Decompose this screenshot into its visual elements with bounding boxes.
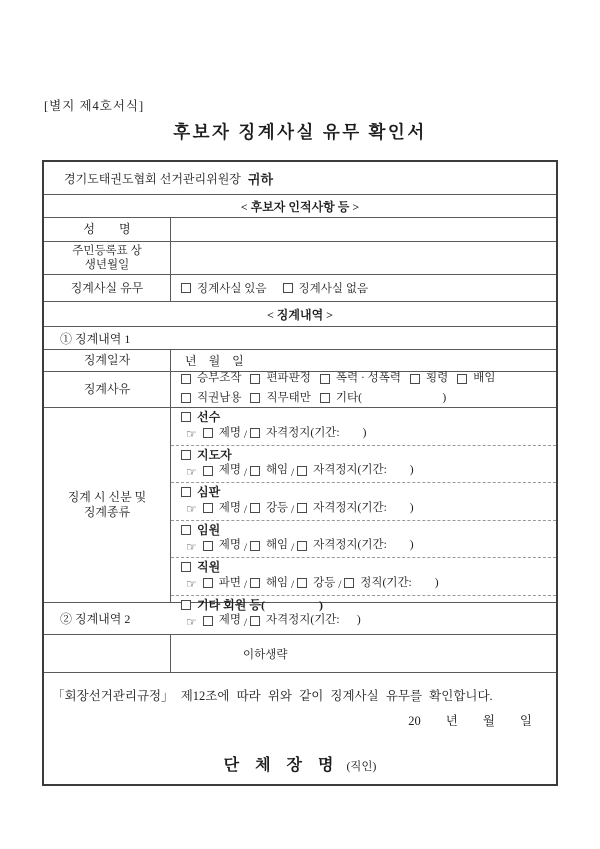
checkbox-option[interactable]: [203, 538, 241, 553]
personal-section-header: < 후보자 인적사항 등 >: [240, 199, 360, 214]
disciplinary-fact-checkboxes: [181, 280, 556, 296]
form-table: [42, 160, 558, 786]
checkbox-icon[interactable]: [203, 503, 213, 513]
birthdate-row: [44, 241, 556, 274]
disciplinary-fact-row: [44, 274, 556, 301]
checkbox-icon[interactable]: [250, 466, 260, 476]
checkbox-icon[interactable]: [181, 487, 191, 497]
birthdate-label-line1: 주민등록표 상: [72, 245, 142, 257]
checkbox-icon[interactable]: [297, 466, 307, 476]
checkbox-option[interactable]: [181, 560, 220, 575]
checkbox-label: 심판: [197, 485, 221, 499]
checkbox-option[interactable]: [203, 463, 241, 478]
option-separator: /: [240, 579, 250, 591]
option-separator: /: [288, 541, 298, 554]
checkbox-label: 파면: [218, 576, 241, 589]
omitted-row: [44, 634, 556, 672]
checkbox-icon[interactable]: [297, 503, 307, 513]
checkbox-icon[interactable]: [181, 374, 191, 384]
checkbox-icon[interactable]: [250, 393, 260, 403]
role-block-referee: [171, 482, 556, 520]
discipline-section-header-row: [44, 301, 556, 326]
confirmation-statement: 「회장선거관리규정」 제12조에 따라 위와 같이 징계사실 유무를 확인합니다.: [52, 689, 493, 703]
checkbox-label: 자격정지(기간: ): [313, 464, 414, 477]
discipline-section-header: < 징계내역 >: [266, 307, 334, 322]
checkbox-option[interactable]: [203, 576, 241, 591]
checkbox-label: 편파판정: [266, 372, 311, 384]
checkbox-option[interactable]: [320, 370, 401, 387]
checkbox-option[interactable]: [320, 390, 446, 407]
role-staff-options: [181, 576, 556, 593]
checkbox-label: 해임: [265, 539, 289, 552]
birthdate-label-line2: 생년월일: [84, 259, 130, 271]
checkbox-label: 직권남용: [197, 391, 242, 404]
recipient-cell: [44, 162, 556, 194]
option-separator: /: [335, 579, 345, 591]
option-separator: /: [288, 579, 298, 591]
discipline-status-label: [44, 408, 171, 602]
checkbox-option[interactable]: [203, 501, 241, 516]
checkbox-option[interactable]: [203, 426, 241, 441]
pointer-hand-icon: ☞: [186, 577, 197, 591]
omitted-text: 이하생략: [243, 648, 288, 661]
checkbox-icon[interactable]: [203, 428, 213, 438]
disciplinary-fact-options: [171, 275, 556, 301]
recipient-row: [44, 162, 556, 194]
discipline-reason-row: [44, 371, 556, 407]
checkbox-label: 횡령: [426, 372, 449, 384]
discipline-status-label-line1: 징계 시 신분 및: [67, 490, 147, 504]
signature-line: [44, 752, 556, 775]
checkbox-icon[interactable]: [181, 283, 191, 293]
checkbox-icon[interactable]: [410, 374, 420, 384]
option-separator: /: [240, 504, 250, 516]
checkbox-option[interactable]: [250, 370, 310, 387]
document-title: 후보자 징계사실 유무 확인서: [173, 122, 427, 142]
role-executive-options: [181, 538, 556, 555]
checkbox-label: 임원: [197, 522, 221, 537]
checkbox-option[interactable]: [181, 485, 220, 500]
checkbox-label: 제명: [218, 464, 241, 477]
role-staff-checkbox: [181, 560, 556, 576]
checkbox-option[interactable]: [250, 576, 288, 591]
checkbox-icon[interactable]: [250, 503, 260, 513]
role-block-staff: [171, 557, 556, 595]
role-athlete-checkbox: [181, 410, 556, 426]
birthdate-input-cell[interactable]: [171, 242, 556, 274]
checkbox-icon[interactable]: [297, 541, 307, 551]
name-input-cell[interactable]: [171, 218, 556, 241]
checkbox-label: 직무태만: [266, 391, 311, 404]
checkbox-icon[interactable]: [203, 466, 213, 476]
checkbox-label: 자격정지(기간: ): [313, 501, 414, 514]
checkbox-icon[interactable]: [250, 541, 260, 551]
discipline-item1-label: ① 징계내역 1: [60, 331, 131, 346]
role-block-coach: [171, 445, 556, 483]
discipline-date-row: [44, 349, 556, 371]
checkbox-label: 해임: [265, 576, 289, 589]
option-separator: /: [288, 504, 298, 516]
checkbox-option[interactable]: [344, 576, 438, 591]
checkbox-icon[interactable]: [250, 374, 260, 384]
checkbox-option[interactable]: [250, 426, 367, 441]
pointer-hand-icon: ☞: [186, 502, 197, 516]
checkbox-icon[interactable]: [283, 283, 293, 293]
role-executive-option-checkboxes: [203, 539, 414, 554]
checkbox-label: 정직(기간: ): [360, 576, 439, 589]
checkbox-icon[interactable]: [181, 412, 191, 422]
discipline-date-label: 징계일자: [44, 350, 171, 371]
checkbox-label: 직원: [197, 560, 221, 574]
checkbox-icon[interactable]: [181, 525, 191, 535]
checkbox-option[interactable]: [410, 370, 448, 387]
checkbox-label: 해임: [265, 464, 289, 477]
role-executive-checkbox: [181, 523, 556, 539]
seal-note: (직인): [346, 761, 377, 773]
checkbox-label: 기타( ): [335, 391, 447, 404]
checkbox-icon[interactable]: [181, 562, 191, 572]
pointer-hand-icon: ☞: [186, 614, 197, 629]
recipient-honorific: 귀하: [247, 171, 274, 187]
checkbox-option[interactable]: [181, 448, 232, 463]
discipline-reason-options: [171, 372, 556, 407]
checkbox-icon[interactable]: [320, 374, 330, 384]
pointer-hand-icon: ☞: [186, 464, 197, 479]
role-athlete-option-checkboxes: [203, 426, 367, 441]
checkbox-label: 강등: [265, 501, 289, 514]
checkbox-option[interactable]: [181, 390, 241, 407]
discipline-item2-label: ② 징계내역 2: [60, 612, 131, 626]
role-block-athlete: [171, 408, 556, 445]
discipline-reason-label: 징계사유: [44, 372, 171, 407]
checkbox-icon[interactable]: [250, 578, 260, 588]
checkbox-icon[interactable]: [320, 393, 330, 403]
checkbox-label: 제명: [218, 501, 241, 514]
personal-section-header-row: [44, 194, 556, 217]
checkbox-option[interactable]: [181, 523, 220, 538]
checkbox-icon[interactable]: [457, 374, 467, 384]
checkbox-option[interactable]: [283, 280, 369, 296]
checkbox-icon[interactable]: [250, 428, 260, 438]
role-referee-checkbox: [181, 485, 556, 501]
discipline-status-label-line2: 징계종류: [83, 505, 131, 519]
option-separator: /: [240, 429, 250, 441]
checkbox-label: 폭력 · 성폭력: [335, 372, 401, 384]
checkbox-option[interactable]: [457, 370, 495, 387]
role-coach-option-checkboxes: [203, 464, 414, 479]
discipline-item1-row: [44, 326, 556, 349]
checkbox-label: 징계사실 있음: [197, 283, 267, 295]
discipline-reason-checkboxes-line1: [181, 370, 556, 390]
checkbox-label: 배임: [473, 372, 496, 384]
checkbox-label: 강등: [313, 576, 336, 589]
pointer-hand-icon: ☞: [186, 427, 197, 441]
omitted-row-empty-cell: [44, 635, 171, 672]
checkbox-option[interactable]: [297, 576, 335, 591]
role-athlete-options: [181, 426, 556, 443]
option-separator: /: [240, 616, 250, 629]
checkbox-label: 자격정지(기간: ): [265, 426, 367, 439]
role-referee-option-checkboxes: [203, 501, 414, 516]
role-block-executive: [171, 520, 556, 558]
signer-title: 단 체 장 명: [223, 757, 340, 774]
birthdate-label: [44, 242, 171, 274]
checkbox-option[interactable]: [297, 463, 414, 478]
checkbox-label: 징계사실 없음: [298, 283, 369, 295]
checkbox-label: 선수: [197, 410, 221, 424]
recipient-org: 경기도태권도협회 선거관리위원장: [64, 171, 241, 186]
discipline-role-blocks: [171, 408, 556, 629]
discipline-date-input-cell[interactable]: 년 월 일: [185, 354, 244, 368]
checkbox-label: 지도자: [197, 447, 232, 462]
checkbox-icon[interactable]: [181, 393, 191, 403]
discipline-reason-checkboxes-line2: [181, 390, 556, 410]
checkbox-option[interactable]: [250, 501, 288, 516]
checkbox-icon[interactable]: [344, 578, 354, 588]
role-coach-options: [181, 463, 556, 480]
checkbox-label: 제명: [218, 539, 241, 552]
role-coach-checkbox: [181, 448, 556, 464]
checkbox-label: 제명: [218, 614, 241, 627]
checkbox-label: 자격정지(기간: ): [265, 614, 361, 627]
name-row: [44, 217, 556, 241]
checkbox-option[interactable]: [181, 370, 241, 387]
checkbox-option[interactable]: [181, 410, 220, 425]
checkbox-icon[interactable]: [181, 450, 191, 460]
checkbox-label: 승부조작: [197, 372, 242, 384]
checkbox-label: 기타 회원 등( ): [197, 597, 323, 612]
name-label: 성 명: [44, 218, 171, 241]
option-separator: /: [288, 466, 298, 479]
checkbox-option[interactable]: [297, 538, 414, 553]
discipline-item2-row: [44, 602, 556, 634]
option-separator: /: [240, 541, 250, 554]
checkbox-label: 자격정지(기간: ): [313, 539, 414, 552]
checkbox-icon[interactable]: [203, 541, 213, 551]
checkbox-option[interactable]: [250, 463, 288, 478]
checkbox-option[interactable]: [250, 390, 310, 407]
pointer-hand-icon: ☞: [186, 539, 197, 554]
checkbox-icon[interactable]: [297, 578, 307, 588]
option-separator: /: [240, 466, 250, 479]
date-line[interactable]: 20 년 월 일: [408, 714, 532, 728]
disciplinary-fact-label: 징계사실 유무: [44, 275, 171, 301]
checkbox-option[interactable]: [297, 501, 414, 516]
checkbox-option[interactable]: [181, 280, 267, 296]
footer-row: [44, 672, 556, 784]
checkbox-icon[interactable]: [203, 578, 213, 588]
role-staff-option-checkboxes: [203, 576, 439, 591]
checkbox-label: 제명: [218, 426, 241, 439]
form-number-tag: [별지 제4호서식]: [44, 99, 145, 113]
role-referee-options: [181, 501, 556, 518]
checkbox-option[interactable]: [250, 538, 288, 553]
